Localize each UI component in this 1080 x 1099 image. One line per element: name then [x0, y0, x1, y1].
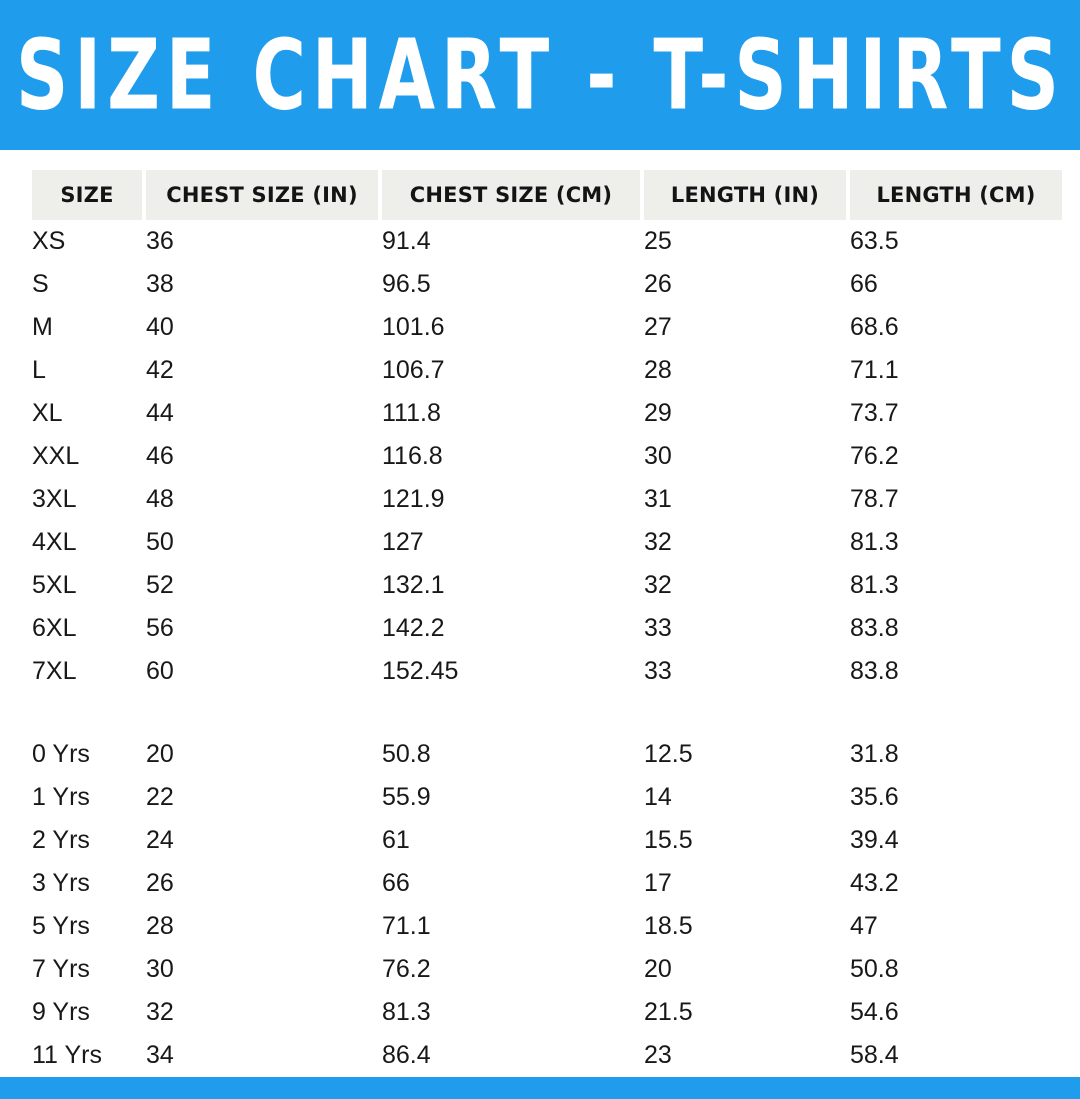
table-row: [32, 862, 1062, 905]
table-cell: 22: [146, 783, 174, 811]
table-cell: 61: [382, 826, 410, 854]
table-cell: 50.8: [850, 955, 899, 983]
table-row: [32, 435, 1062, 478]
table-cell: 81.3: [850, 571, 899, 599]
row-size-label: M: [32, 313, 53, 341]
table-cell: 111.8: [382, 399, 441, 427]
table-cell: 91.4: [382, 227, 431, 255]
table-cell: 116.8: [382, 442, 443, 470]
row-size-label: 6XL: [32, 614, 77, 642]
row-size-label: 9 Yrs: [32, 998, 90, 1026]
table-cell: 142.2: [382, 614, 445, 642]
row-size-label: S: [32, 270, 49, 298]
page-title: SIZE CHART - T-SHIRTS: [15, 17, 1065, 132]
table-cell: 17: [644, 869, 672, 897]
table-cell: 66: [382, 869, 410, 897]
table-cell: 81.3: [850, 528, 899, 556]
table-cell: 66: [850, 270, 878, 298]
table-cell: 32: [644, 571, 672, 599]
table-cell: 21.5: [644, 998, 693, 1026]
table-cell: 71.1: [382, 912, 431, 940]
table-row: [32, 220, 1062, 263]
table-cell: 28: [644, 356, 672, 384]
table-cell: 15.5: [644, 826, 693, 854]
column-header-size: SIZE: [32, 170, 142, 220]
table-cell: 121.9: [382, 485, 445, 513]
table-cell: 132.1: [382, 571, 445, 599]
table-row: [32, 349, 1062, 392]
spacer-cell: [32, 693, 1062, 733]
row-size-label: 0 Yrs: [32, 740, 90, 768]
table-cell: 31.8: [850, 740, 899, 768]
column-header-length-in: LENGTH (IN): [644, 170, 846, 220]
table-row: [32, 263, 1062, 306]
column-header-length-cm: LENGTH (CM): [850, 170, 1062, 220]
table-cell: 101.6: [382, 313, 445, 341]
table-row: [32, 1034, 1062, 1077]
row-size-label: 5XL: [32, 571, 77, 599]
table-row: [32, 650, 1062, 693]
row-size-label: 4XL: [32, 528, 77, 556]
table-cell: 26: [644, 270, 672, 298]
table-cell: 32: [146, 998, 174, 1026]
table-row: [32, 607, 1062, 650]
footer-band: [0, 1077, 1080, 1099]
row-size-label: 2 Yrs: [32, 826, 90, 854]
table-cell: 40: [146, 313, 174, 341]
table-cell: 68.6: [850, 313, 899, 341]
table-cell: 96.5: [382, 270, 431, 298]
table-row: [32, 392, 1062, 435]
table-cell: 31: [644, 485, 672, 513]
table-cell: 43.2: [850, 869, 899, 897]
column-header-chest-in: CHEST SIZE (IN): [146, 170, 378, 220]
table-cell: 25: [644, 227, 672, 255]
table-cell: 58.4: [850, 1041, 899, 1069]
table-cell: 50.8: [382, 740, 431, 768]
table-cell: 33: [644, 657, 672, 685]
table-row: [32, 306, 1062, 349]
table-cell: 32: [644, 528, 672, 556]
row-size-label: XS: [32, 227, 66, 255]
table-body: [32, 220, 1062, 1077]
column-header-chest-cm: CHEST SIZE (CM): [382, 170, 640, 220]
table-cell: 20: [146, 740, 174, 768]
table-row: [32, 776, 1062, 819]
row-size-label: 11 Yrs: [32, 1041, 102, 1069]
table-header-row: [32, 170, 1062, 220]
table-row: [32, 948, 1062, 991]
table-cell: 50: [146, 528, 174, 556]
table-cell: 52: [146, 571, 174, 599]
table-cell: 76.2: [382, 955, 431, 983]
size-table: [28, 170, 1066, 1077]
row-size-label: 3XL: [32, 485, 77, 513]
table-cell: 78.7: [850, 485, 899, 513]
row-size-label: XL: [32, 399, 63, 427]
table-row: [32, 991, 1062, 1034]
table-cell: 28: [146, 912, 174, 940]
table-cell: 33: [644, 614, 672, 642]
table-row: [32, 819, 1062, 862]
table-cell: 83.8: [850, 657, 899, 685]
table-cell: 39.4: [850, 826, 899, 854]
table-cell: 35.6: [850, 783, 899, 811]
table-cell: 12.5: [644, 740, 693, 768]
table-cell: 18.5: [644, 912, 693, 940]
table-row: [32, 478, 1062, 521]
table-row: [32, 521, 1062, 564]
table-cell: 55.9: [382, 783, 431, 811]
table-cell: 46: [146, 442, 174, 470]
table-cell: 29: [644, 399, 672, 427]
table-cell: 42: [146, 356, 174, 384]
table-row: [32, 564, 1062, 607]
table-cell: 86.4: [382, 1041, 431, 1069]
table-cell: 30: [644, 442, 672, 470]
table-cell: 60: [146, 657, 174, 685]
table-cell: 38: [146, 270, 174, 298]
table-cell: 14: [644, 783, 672, 811]
header-banner: [0, 0, 1080, 150]
table-cell: 63.5: [850, 227, 899, 255]
table-cell: 20: [644, 955, 672, 983]
table-cell: 73.7: [850, 399, 899, 427]
table-cell: 24: [146, 826, 174, 854]
row-size-label: L: [32, 356, 46, 384]
table-cell: 48: [146, 485, 174, 513]
table-cell: 76.2: [850, 442, 899, 470]
table-row: [32, 733, 1062, 776]
table-cell: 127: [382, 528, 424, 556]
table-cell: 54.6: [850, 998, 899, 1026]
table-row: [32, 905, 1062, 948]
table-cell: 26: [146, 869, 174, 897]
table-cell: 27: [644, 313, 672, 341]
table-cell: 23: [644, 1041, 672, 1069]
row-size-label: 7 Yrs: [32, 955, 90, 983]
table-group-spacer: [32, 693, 1062, 733]
row-size-label: 5 Yrs: [32, 912, 90, 940]
table-header: [32, 170, 1062, 220]
table-cell: 44: [146, 399, 174, 427]
table-cell: 106.7: [382, 356, 445, 384]
row-size-label: 7XL: [32, 657, 77, 685]
row-size-label: 3 Yrs: [32, 869, 90, 897]
table-cell: 30: [146, 955, 174, 983]
row-size-label: XXL: [32, 442, 80, 470]
table-cell: 36: [146, 227, 174, 255]
table-cell: 34: [146, 1041, 174, 1069]
table-cell: 56: [146, 614, 174, 642]
table-cell: 81.3: [382, 998, 431, 1026]
row-size-label: 1 Yrs: [32, 783, 90, 811]
table-cell: 71.1: [850, 356, 899, 384]
size-table-container: [0, 150, 1080, 1077]
table-cell: 47: [850, 912, 878, 940]
table-cell: 152.45: [382, 657, 459, 685]
table-cell: 83.8: [850, 614, 899, 642]
